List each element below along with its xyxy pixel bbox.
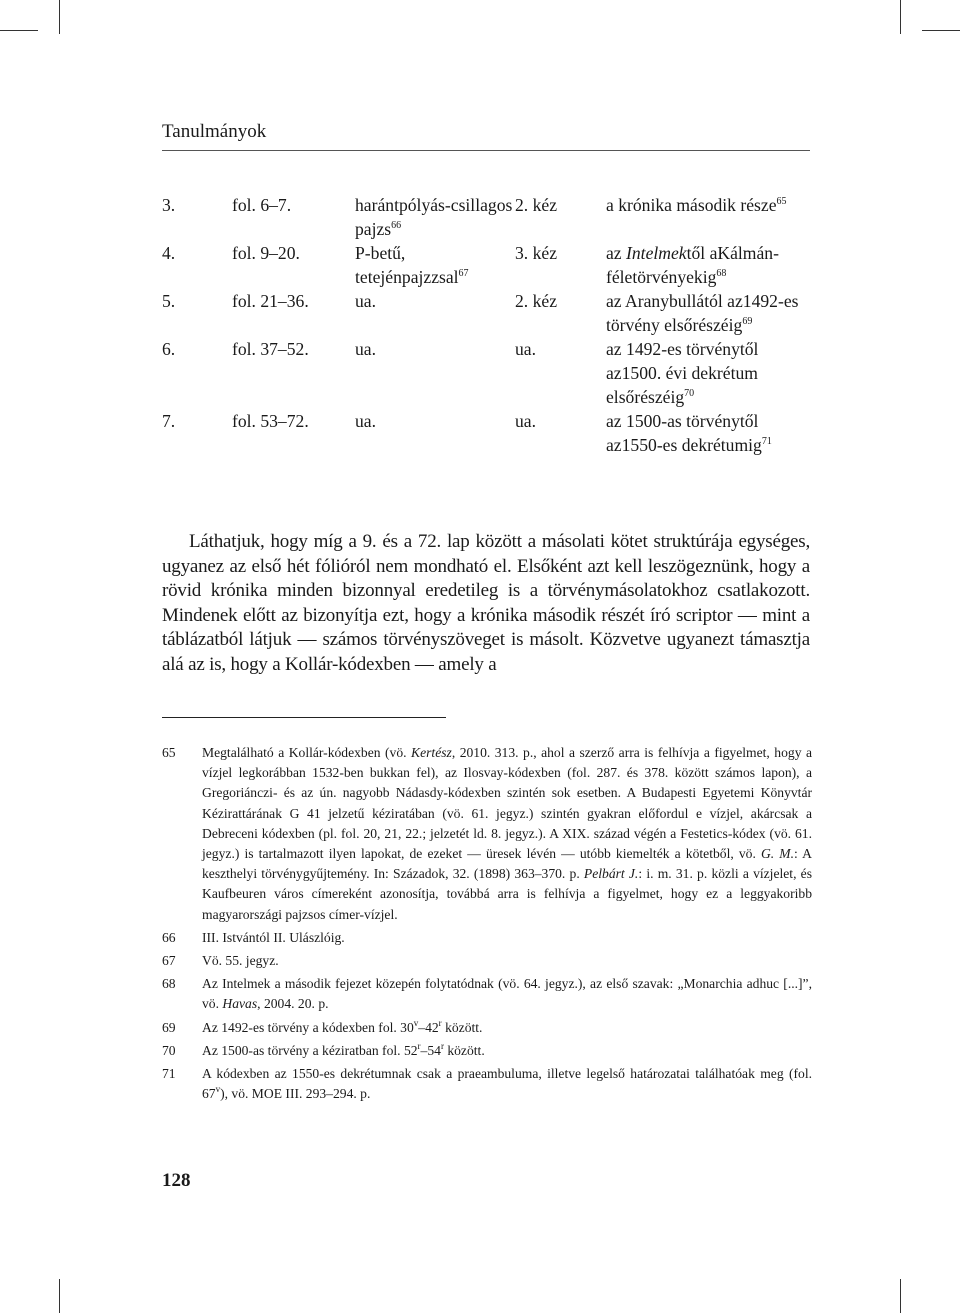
cell-line: az 1500-as törvénytől az <box>606 411 759 455</box>
emphasis: Pelbárt J. <box>583 866 639 882</box>
footnote-number: 69 <box>162 1019 176 1035</box>
footnote-ref: 71 <box>761 436 772 447</box>
crop-mark <box>59 0 60 34</box>
superscript: r <box>440 1040 444 1051</box>
footnote <box>162 1064 812 1104</box>
table-row <box>162 337 812 409</box>
cell-line: az Intelmektől a <box>606 243 718 263</box>
footnote <box>162 1018 812 1038</box>
footnote-number: 67 <box>162 953 176 969</box>
hand-cell: ua. <box>515 339 537 359</box>
superscript: v <box>215 1084 221 1095</box>
emphasis: Kertész <box>411 745 452 760</box>
footnote-text: Az Intelmek a második fejezet közepén folytatódnak (vö. 64. jegyz.), az első szavak: „Monarchia adhuc [...]”, vö. Havas, 2004. 20. p. <box>202 976 812 1012</box>
footnotes <box>162 743 812 1107</box>
footnote-text: Az 1492-es törvény a kódexben fol. 30$^v$–42$^r$ között. <box>202 1017 483 1035</box>
folio-range: fol. 6–7. <box>232 195 292 215</box>
cell-line: P-betű, tetején <box>355 243 406 287</box>
page-number: 128 <box>162 1170 191 1191</box>
watermark-cell <box>355 241 515 289</box>
content-cell <box>606 241 812 289</box>
footnote-text: III. Istvántól II. Ulászlóig. <box>202 929 345 945</box>
footnote-ref: 67 <box>458 268 469 279</box>
hand-cell: ua. <box>515 411 537 431</box>
cell-line: a krónika második része$^{65}$ <box>606 195 787 215</box>
cell-line: törvényekig$^{68}$ <box>632 267 727 287</box>
folio-range: fol. 53–72. <box>232 411 309 431</box>
footnote-ref: 65 <box>776 196 787 207</box>
body-paragraph: Láthatjuk, hogy míg a 9. és a 72. lap között a másolati kötet struktúrája egységes, ugyanez az első hét fólióról nem mondható el. Elsőként azt kell leszögeznünk, hogy a rövid krónika minden bizonnyal eredetileg is a törvénymásolatokhoz csatlakozott. Mindenek előtt az bizonyítja ezt, hogy a krónika második részét író scriptor — mint a táblázatból látjuk — számos törvényszöveget is másolt. Közvetve ugyanezt támasztja alá az is, hogy a Kollár-kódexben — amely a <box>162 531 810 675</box>
footnote-rule <box>162 717 446 718</box>
row-number: 4. <box>162 243 176 263</box>
cell-line: az Aranybullától az <box>606 291 743 311</box>
body-text <box>162 530 810 678</box>
footnote-ref: 68 <box>716 268 727 279</box>
footnote <box>162 928 812 948</box>
cell-line: részéig$^{70}$ <box>634 387 695 407</box>
crop-mark <box>900 1279 901 1313</box>
folio-range: fol. 21–36. <box>232 291 309 311</box>
table-row <box>162 241 812 289</box>
emphasis: G. M. <box>760 846 795 862</box>
footnote-number: 71 <box>162 1066 176 1082</box>
cell-line: harántpólyás- <box>355 195 451 215</box>
superscript: r <box>438 1017 442 1028</box>
header-rule <box>162 150 810 151</box>
footnote-text: Vö. 55. jegyz. <box>202 953 279 969</box>
content-cell <box>606 409 812 457</box>
cell-line: ua. <box>355 291 377 311</box>
row-number: 5. <box>162 291 176 311</box>
crop-mark <box>900 0 901 34</box>
table-row <box>162 289 812 337</box>
cell-line: pajzzsal$^{67}$ <box>401 267 469 287</box>
watermark-cell <box>355 193 515 241</box>
manuscript-structure-table <box>162 193 812 457</box>
footnote-number: 68 <box>162 976 176 992</box>
watermark-cell <box>355 409 515 457</box>
crop-mark <box>922 30 960 31</box>
cell-line: 1550-es dekrétumig$^{71}$ <box>621 435 772 455</box>
superscript: v <box>413 1017 419 1028</box>
footnote <box>162 743 812 925</box>
hand-cell: 3. kéz <box>515 243 558 263</box>
folio-range: fol. 9–20. <box>232 243 300 263</box>
content-cell <box>606 289 812 337</box>
footnote-ref: 70 <box>684 388 695 399</box>
emphasis: Intelmek <box>626 243 687 263</box>
footnote <box>162 1041 812 1061</box>
cell-line: csillagos pajzs$^{66}$ <box>355 195 513 239</box>
footnote <box>162 951 812 971</box>
footnote-ref: 69 <box>742 316 753 327</box>
hand-cell: 2. kéz <box>515 195 558 215</box>
row-number: 7. <box>162 411 176 431</box>
content-cell <box>606 337 812 409</box>
footnote-text: A kódexben az 1550-es dekrétumnak csak a praeambuluma, illetve legelső határozatai találhatóak meg (fol. 67$^v$), vö. MOE III. 293–294. p. <box>202 1066 812 1102</box>
cell-line: ua. <box>355 411 377 431</box>
footnote <box>162 974 812 1014</box>
footnote-number: 66 <box>162 929 176 945</box>
footnote-text: Az 1500-as törvény a kéziratban fol. 52$^r$–54$^r$ között. <box>202 1040 485 1058</box>
folio-range: fol. 37–52. <box>232 339 309 359</box>
footnote-number: 65 <box>162 745 176 760</box>
cell-line: Kálmán-féle <box>606 243 779 287</box>
watermark-cell <box>355 289 515 337</box>
cell-line: az 1492-es törvénytől az <box>606 339 759 383</box>
cell-line: 1500. évi dekrétum első <box>606 363 758 407</box>
footnote-text: Megtalálható a Kollár-kódexben (vö. Kertész, 2010. 313. p., ahol a szerző arra is felhívja a figyelmet, hogy a vízjel legkorábban 1532-ben bukkan fel), az Ilosvay-kódexben (fol. 287. és 378. között számos lapon), a Gregoriánczi- és az ún. nagyobb Nádasdy-kódexben szintén sok esetben. A Budapesti Egyetemi Könyvtár Kézirattárának G 41 jelzetű kéziratában (vö. 61. jegyz.) szintén gyakran előfordul e vízjel, akárcsak a Debreceni kódexben (pl. fol. 20, 21, 22.; jelzetét ld. 8. jegyz.). A XIX. század végén a Festetics-kódex (vö. 61. jegyz.) is tartalmazott ilyen lapokat, de ezeket — üresek lévén — utóbb kiemelték a kötetből, vö. G. M.: A keszthelyi törvénygyűjtemény. In: Századok, 32. (1898) 363–370. p. Pelbárt J.: i. m. 31. p. közli a vízjelet, és Kaufbeuren város címereként azonosítja, továbbá arra is felhívja a figyelmet, hogy ez a leggyakoribb magyarországi pajzsos címer-vízjel. <box>202 745 813 922</box>
watermark-cell <box>355 337 515 409</box>
crop-mark <box>59 1279 60 1313</box>
content-cell <box>606 193 812 241</box>
footnote-number: 70 <box>162 1042 176 1058</box>
superscript: r <box>417 1040 421 1051</box>
cell-line: 1492-es törvény első <box>606 291 799 335</box>
running-head: Tanulmányok <box>162 121 267 142</box>
footnote-ref: 66 <box>391 220 402 231</box>
crop-mark <box>0 30 38 31</box>
row-number: 3. <box>162 195 176 215</box>
table-row <box>162 193 812 241</box>
cell-line: ua. <box>355 339 377 359</box>
cell-line: részéig$^{69}$ <box>692 315 753 335</box>
emphasis: Havas <box>222 996 258 1012</box>
hand-cell: 2. kéz <box>515 291 558 311</box>
row-number: 6. <box>162 339 176 359</box>
table-row <box>162 409 812 457</box>
